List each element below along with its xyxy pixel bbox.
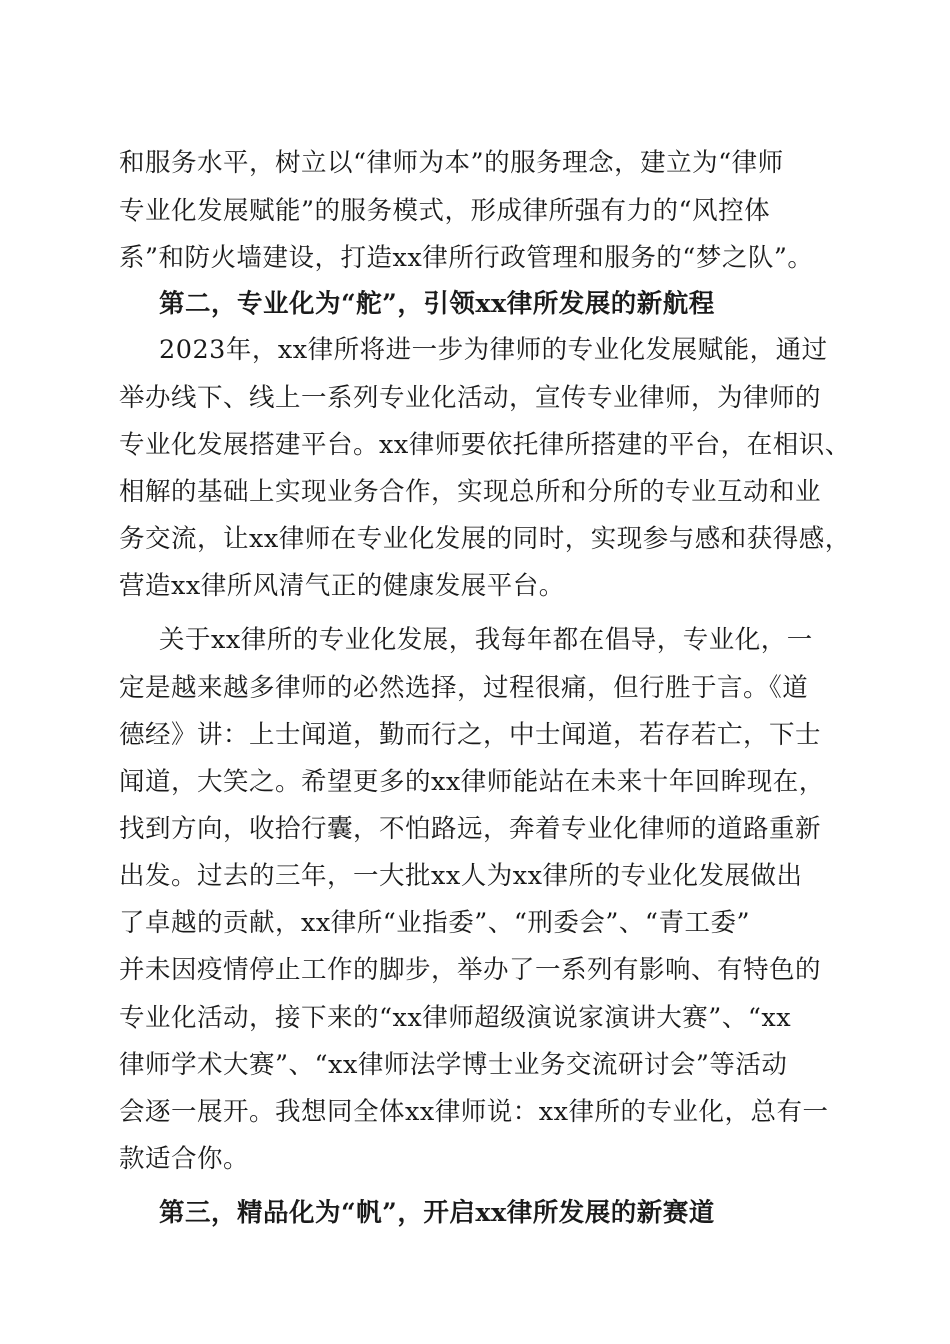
paragraph-2-line-6: 营造xx律所风清气正的健康发展平台。 xyxy=(119,571,565,601)
paragraph-1-line-2: 专业化发展赋能”的服务模式，形成律所强有力的“风控体 xyxy=(119,196,771,226)
paragraph-2-line-4: 相解的基础上实现业务合作，实现总所和分所的专业互动和业 xyxy=(119,477,822,507)
paragraph-1-line-1: 和服务水平，树立以“律师为本”的服务理念，建立为“律师 xyxy=(119,148,784,178)
paragraph-1-line-3: 系”和防火墙建设，打造xx律所行政管理和服务的“梦之队”。 xyxy=(119,243,814,273)
section-heading-3: 第三，精品化为“帆”，开启xx律所发展的新赛道 xyxy=(159,1198,715,1228)
paragraph-3-line-7: 了卓越的贡献，xx律所“业指委”、“刑委会”、“青工委” xyxy=(119,908,750,938)
paragraph-3-line-11: 会逐一展开。我想同全体xx律师说：xx律所的专业化，总有一 xyxy=(119,1097,829,1127)
paragraph-3-line-10: 律师学术大赛”、“xx律师法学博士业务交流研讨会”等活动 xyxy=(119,1050,788,1080)
paragraph-3-line-5: 找到方向，收拾行囊，不怕路远，奔着专业化律师的道路重新 xyxy=(119,814,822,844)
paragraph-3-line-12: 款适合你。 xyxy=(119,1144,250,1174)
paragraph-3-line-8: 并未因疫情停止工作的脚步，举办了一系列有影响、有特色的 xyxy=(119,955,822,985)
paragraph-3-line-9: 专业化活动，接下来的“xx律师超级演说家演讲大赛”、“xx xyxy=(119,1003,792,1033)
paragraph-2-line-3: 专业化发展搭建平台。xx律师要依托律所搭建的平台，在相识、 xyxy=(119,430,851,460)
paragraph-3-line-3: 德经》讲：上士闻道，勤而行之，中士闻道，若存若亡，下士 xyxy=(119,720,822,750)
paragraph-3-line-2: 定是越来越多律师的必然选择，过程很痛，但行胜于言。《道 xyxy=(119,673,809,703)
paragraph-3-line-4: 闻道，大笑之。希望更多的xx律师能站在未来十年回眸现在， xyxy=(119,767,825,797)
paragraph-3-line-1: 关于xx律所的专业化发展，我每年都在倡导，专业化，一 xyxy=(159,625,813,655)
paragraph-2-line-1: 2023年，xx律所将进一步为律师的专业化发展赋能，通过 xyxy=(159,335,828,365)
section-heading-2: 第二，专业化为“舵”，引领xx律所发展的新航程 xyxy=(159,289,715,319)
paragraph-3-line-6: 出发。过去的三年，一大批xx人为xx律所的专业化发展做出 xyxy=(119,861,803,891)
paragraph-2-line-2: 举办线下、线上一系列专业化活动，宣传专业律师，为律师的 xyxy=(119,383,822,413)
paragraph-2-line-5: 务交流，让xx律师在专业化发展的同时，实现参与感和获得感， xyxy=(119,524,851,554)
